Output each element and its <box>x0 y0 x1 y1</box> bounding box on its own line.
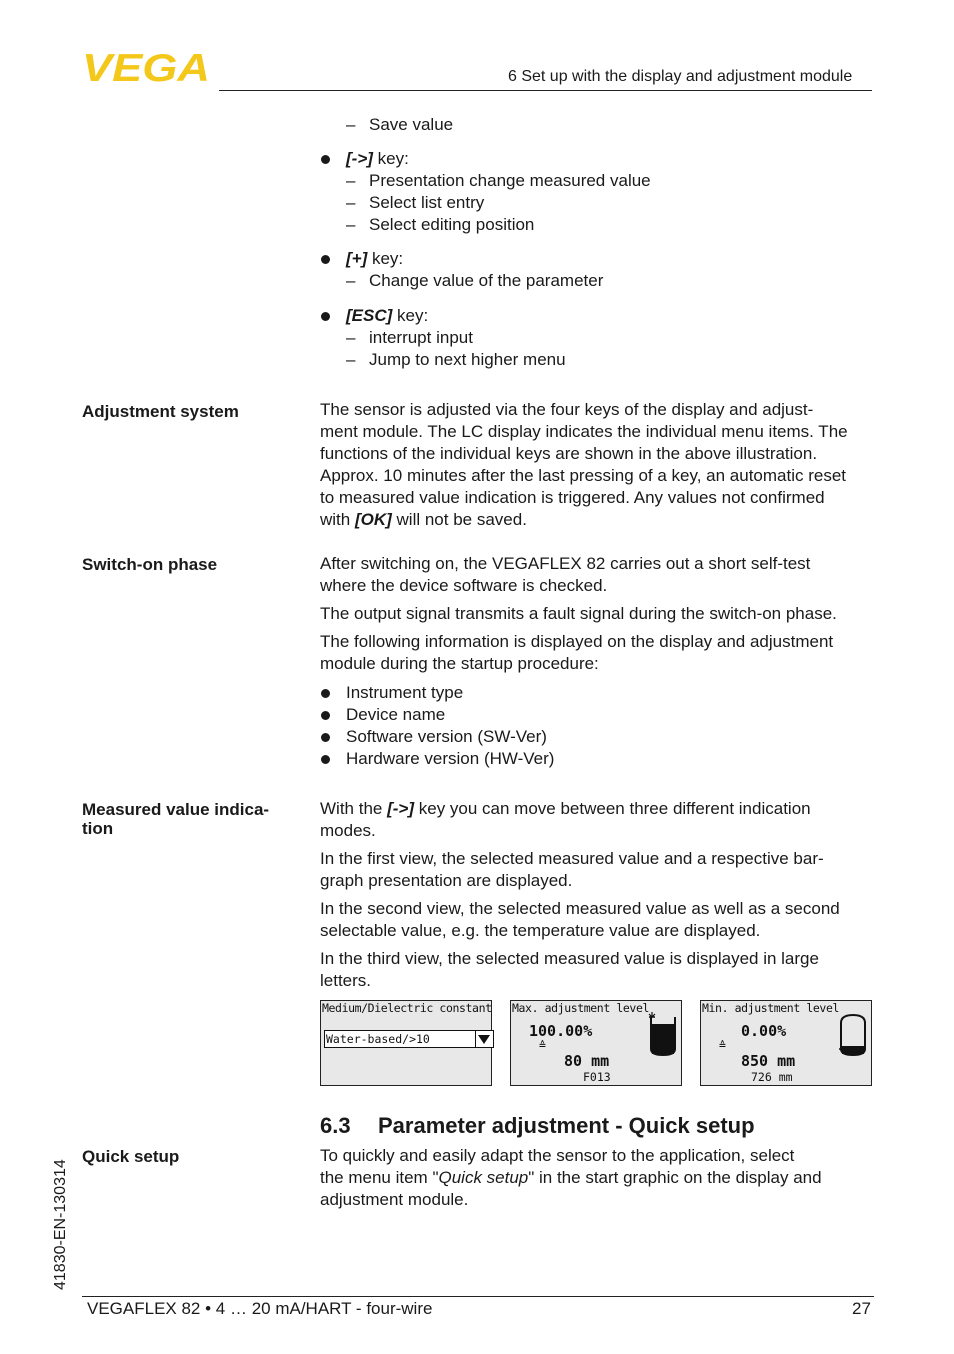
section-title: Parameter adjustment - Quick setup <box>378 1113 755 1138</box>
section-number: 6.3 <box>320 1113 351 1138</box>
key-suffix: key: <box>372 149 409 168</box>
tank-fill <box>842 1046 864 1054</box>
text-line: graph presentation are displayed. <box>320 871 573 890</box>
bullet-icon <box>321 155 330 164</box>
bullet-icon <box>321 755 330 764</box>
text-line: module during the startup procedure: <box>320 654 599 673</box>
measured-value-text <box>320 948 876 992</box>
quick-setup-text <box>320 1145 876 1211</box>
text-line: After switching on, the VEGAFLEX 82 carries out a short self-test <box>320 554 811 573</box>
label-line: Measured value indica- <box>82 800 270 819</box>
lcd-value <box>529 1023 592 1039</box>
dash-marker: – <box>346 193 356 212</box>
lcd-title: Medium/Dielectric constant <box>322 1001 492 1015</box>
text-line: In the second view, the selected measured value as well as a second <box>320 899 840 918</box>
tank-fill <box>652 1024 674 1054</box>
list-item: Presentation change measured value <box>369 171 651 190</box>
text-line: In the first view, the selected measured value and a respective bar- <box>320 849 824 868</box>
key-plus-label: [+] <box>346 249 368 268</box>
key-arrow-heading <box>346 148 409 170</box>
text-line <box>320 798 876 820</box>
key-suffix: key: <box>367 249 404 268</box>
margin-label-measured-value <box>82 800 269 838</box>
lcd-code: F013 <box>583 1070 611 1084</box>
chapter-header: 6 Set up with the display and adjustment module <box>508 68 853 85</box>
lcd-value2: 850 mm <box>741 1052 796 1070</box>
lcd-title: Min. adjustment level <box>702 1001 839 1015</box>
dash-marker: – <box>346 328 356 347</box>
header-divider <box>219 90 872 91</box>
text-line: selectable value, e.g. the temperature value are displayed. <box>320 921 761 940</box>
page-number: 27 <box>852 1299 871 1318</box>
footer-product: VEGAFLEX 82 • 4 … 20 mA/HART - four-wire <box>87 1299 433 1318</box>
lcd-value-number: 0.00 <box>741 1022 778 1040</box>
text-line: adjustment module. <box>320 1190 469 1209</box>
list-item: Change value of the parameter <box>369 271 604 290</box>
lcd-value <box>741 1023 786 1039</box>
triangle-down-icon <box>476 1031 492 1047</box>
list-item: Software version (SW-Ver) <box>346 727 547 746</box>
key-ok-label: [OK] <box>354 510 392 529</box>
key-plus-heading <box>346 248 403 270</box>
text-line: ment module. The LC display indicates the individual menu items. The <box>320 422 848 441</box>
list-item: Select list entry <box>369 193 485 212</box>
lcd-display-medium <box>320 1000 492 1086</box>
lcd-select-box <box>324 1030 494 1048</box>
label-line: tion <box>82 819 114 838</box>
key-arrow-label: [->] <box>346 149 373 168</box>
text-fragment: With the <box>320 799 388 818</box>
dash-marker: – <box>346 215 356 234</box>
text-line: modes. <box>320 821 376 840</box>
switch-on-text <box>320 553 876 597</box>
key-esc-label: [ESC] <box>346 306 393 325</box>
key-esc-heading <box>346 305 428 327</box>
margin-label-switch-on: Switch-on phase <box>82 555 218 574</box>
lcd-code: 726 mm <box>751 1070 793 1084</box>
measured-value-text <box>320 798 876 842</box>
lcd-equals-symbol: ≙ <box>539 1038 546 1052</box>
text-line <box>320 509 876 531</box>
vega-logo <box>82 50 212 84</box>
dash-marker: – <box>346 271 356 290</box>
text-line: to measured value indication is triggered. Any values not confirmed <box>320 488 825 507</box>
text-fragment: will not be saved. <box>391 510 527 529</box>
list-item: Save value <box>369 115 454 134</box>
list-item: Select editing position <box>369 215 535 234</box>
tank-empty-icon <box>837 1009 869 1057</box>
lcd-value-unit: % <box>777 1022 787 1040</box>
text-line: To quickly and easily adapt the sensor to the application, select <box>320 1146 795 1165</box>
text-fragment: key you can move between three different indication <box>414 799 811 818</box>
bullet-icon <box>321 689 330 698</box>
document-code: 41830-EN-130314 <box>52 1159 69 1290</box>
lcd-value-unit: % <box>583 1022 593 1040</box>
measured-value-text <box>320 848 876 892</box>
lcd-title: Max. adjustment level <box>512 1001 649 1015</box>
margin-label-adjustment-system: Adjustment system <box>82 402 239 421</box>
bullet-icon <box>321 255 330 264</box>
dash-marker: – <box>346 350 356 369</box>
tank-full-icon <box>647 1009 679 1057</box>
text-fragment: the menu item " <box>320 1168 439 1187</box>
dash-marker: – <box>346 115 356 134</box>
menu-item-reference: Quick setup <box>438 1168 529 1187</box>
text-line: where the device software is checked. <box>320 576 608 595</box>
text-line: Approx. 10 minutes after the last pressing of a key, an automatic reset <box>320 466 847 485</box>
lcd-value-number: 100.00 <box>529 1022 584 1040</box>
list-item: interrupt input <box>369 328 473 347</box>
lcd-value2: 80 mm <box>564 1052 610 1070</box>
text-fragment: with <box>320 510 355 529</box>
bullet-icon <box>321 711 330 720</box>
bullet-icon <box>321 733 330 742</box>
key-suffix: key: <box>392 306 429 325</box>
list-item: Instrument type <box>346 683 464 702</box>
margin-label-quick-setup: Quick setup <box>82 1147 180 1166</box>
section-heading <box>320 1112 755 1140</box>
key-arrow-label: [->] <box>387 799 415 818</box>
lcd-display-min <box>700 1000 872 1086</box>
list-item: Jump to next higher menu <box>369 350 566 369</box>
text-line: The sensor is adjusted via the four keys of the display and adjust- <box>320 400 814 419</box>
footer-divider <box>82 1296 874 1297</box>
measured-value-text <box>320 898 876 942</box>
adjustment-system-text <box>320 399 876 531</box>
lcd-equals-symbol: ≙ <box>719 1038 726 1052</box>
text-fragment: " in the start graphic on the display and <box>528 1168 822 1187</box>
switch-on-text: The output signal transmits a fault signal during the switch-on phase. <box>320 604 837 623</box>
switch-on-text <box>320 631 876 675</box>
logo-text: VEGA <box>82 50 210 84</box>
list-item: Hardware version (HW-Ver) <box>346 749 555 768</box>
text-line: letters. <box>320 971 372 990</box>
dash-marker: – <box>346 171 356 190</box>
text-line: The following information is displayed on the display and adjustment <box>320 632 834 651</box>
text-line <box>320 1167 876 1189</box>
lcd-display-max <box>510 1000 682 1086</box>
lcd-select-value: Water-based/>10 <box>326 1032 430 1046</box>
text-line: In the third view, the selected measured value is displayed in large <box>320 949 819 968</box>
dropdown-arrow-icon <box>475 1031 493 1047</box>
list-item: Device name <box>346 705 446 724</box>
text-line: functions of the individual keys are shown in the above illustration. <box>320 444 818 463</box>
bullet-icon <box>321 312 330 321</box>
